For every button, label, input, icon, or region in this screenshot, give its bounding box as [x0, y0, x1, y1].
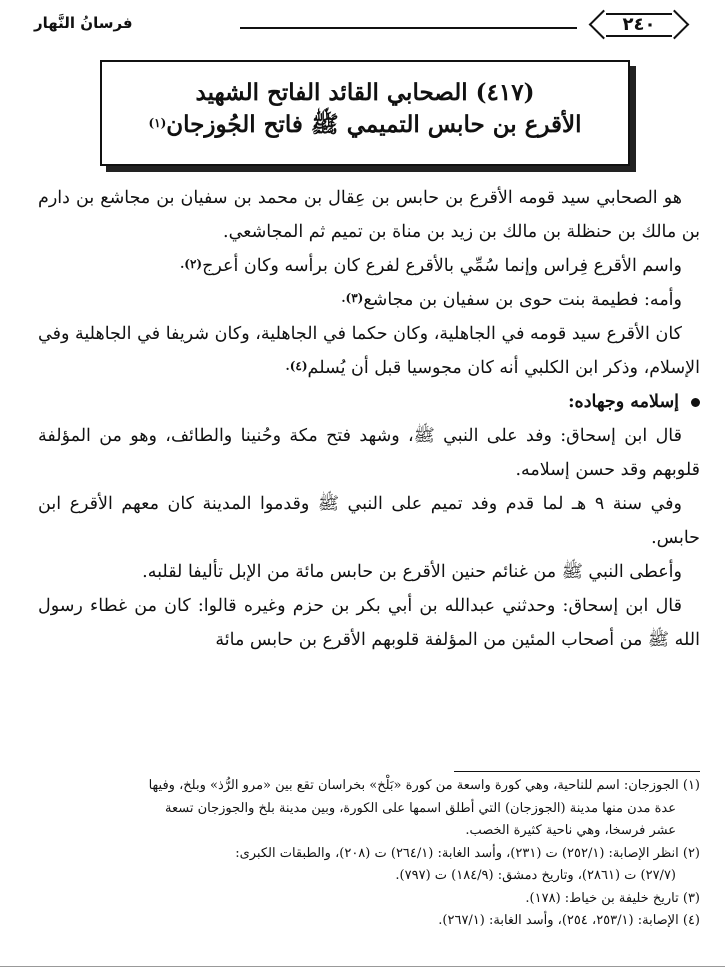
badge-bottom-bar — [606, 35, 672, 37]
paragraph-text: كان الأقرع سيد قومه في الجاهلية، وكان حكما في الجاهلية، وكان شريفا في الجاهلية وفي الإسلام، وذكر ابن الكلبي أنه كان مجوسيا قبل أن يُسلم — [38, 324, 700, 378]
footnote-text: انظر الإصابة: (٢٥٢/١) ت (٢٣١)، وأسد الغابة: (٢٦٤/١) ت (٢٠٨)، والطبقات الكبرى: — [235, 845, 679, 861]
paragraph: هو الصحابي سيد قومه الأقرع بن حابس بن عِقال بن محمد بن سفيان بن مجاشع بن دارم بن مالك بن حنظلة بن مالك بن زيد بن مناة بن تميم ثم المجاشعي. — [38, 188, 700, 242]
chapter-title-line1: (٤١٧) الصحابي القائد الفاتح الشهيد — [195, 79, 535, 106]
paragraph — [38, 317, 700, 385]
page-bottom-edge — [0, 966, 725, 967]
page-header — [30, 10, 695, 46]
chapter-title-line2-text: الأقرع بن حابس التميمي ﷺ فاتح الجُوزجان — [166, 111, 582, 138]
paragraph: قال ابن إسحاق: وحدثني عبدالله بن أبي بكر بن حزم وغيره قالوا: كان من غطاء رسول الله ﷺ من أصحاب المئين من المؤلفة قلوبهم الأقرع بن حابس مائة — [38, 596, 700, 650]
page-number: ٢٤٠ — [622, 14, 656, 35]
footnote-separator — [454, 771, 700, 772]
bullet-icon — [691, 398, 700, 407]
page-number-badge — [591, 10, 687, 40]
footnote-continuation: عشر فرسخا، وهي ناحية كثيرة الخصب. — [465, 823, 676, 838]
paragraph: قال ابن إسحاق: وفد على النبي ﷺ، وشهد فتح مكة وحُنينا والطائف، وهو من المؤلفة قلوبهم وقد حسن إسلامه. — [38, 426, 700, 480]
main-text — [38, 181, 700, 657]
chapter-title-line2 — [102, 108, 628, 142]
footnote — [38, 775, 700, 798]
paragraph-text: واسم الأقرع فِراس وإنما سُمِّي بالأقرع لفرع كان برأسه وكان أعرج — [202, 256, 682, 276]
footnote — [38, 843, 700, 866]
footnote-continuation: (٢٧/٧) ت (٢٨٦١)، وتاريخ دمشق: (١٨٤/٩) ت (٧٩٧). — [395, 868, 676, 883]
badge-top-bar — [606, 13, 672, 15]
paragraph: وفي سنة ٩ هـ لما قدم وفد تميم على النبي ﷺ وقدموا المدينة كان معهم الأقرع ابن حابس. — [38, 494, 700, 548]
footnote-ref: (٣). — [341, 291, 364, 305]
footnote-number: (٤) — [682, 913, 700, 928]
book-title: فرسانُ النَّهار — [34, 14, 133, 32]
footnote-text: تاريخ خليفة بن خياط: (١٧٨). — [525, 890, 679, 906]
chapter-title-box — [100, 60, 630, 166]
footnote-number: (١) — [682, 778, 700, 793]
paragraph — [38, 283, 700, 317]
footnote-ref: (٤). — [285, 359, 308, 373]
paragraph-text: وأمه: فطيمة بنت حوى بن سفيان بن مجاشع — [363, 290, 682, 310]
footnote-text: الإصابة: (٢٥٣/١، ٢٥٤)، وأسد الغابة: (٢٦٧/١). — [438, 913, 679, 928]
footnote-text: الجوزجان: اسم للناحية، وهي كورة واسعة من كورة «بَلْخ» بخراسان تقع بين «مرو الرُّذ» وبلخ، وفيها — [148, 778, 679, 793]
footnote — [38, 888, 700, 911]
footnote-number: (٢) — [682, 845, 700, 861]
header-rule — [240, 27, 577, 29]
footnote-number: (٣) — [682, 890, 700, 906]
paragraph — [38, 249, 700, 283]
footnote-ref: (٢). — [180, 257, 203, 271]
footnotes — [38, 775, 700, 933]
footnote — [38, 910, 700, 933]
footnote-ref: (١) — [148, 116, 167, 130]
section-heading — [38, 385, 700, 419]
section-heading-text: إسلامه وجهاده: — [568, 392, 679, 412]
footnote-continuation: عدة مدن منها مدينة (الجوزجان) التي أطلق اسمها على الكورة، وبين مدينة بلخ والجوزجان تسعة — [165, 800, 676, 816]
paragraph: وأعطى النبي ﷺ من غنائم حنين الأقرع بن حابس مائة من الإبل تأليفا لقلبه. — [142, 562, 682, 582]
